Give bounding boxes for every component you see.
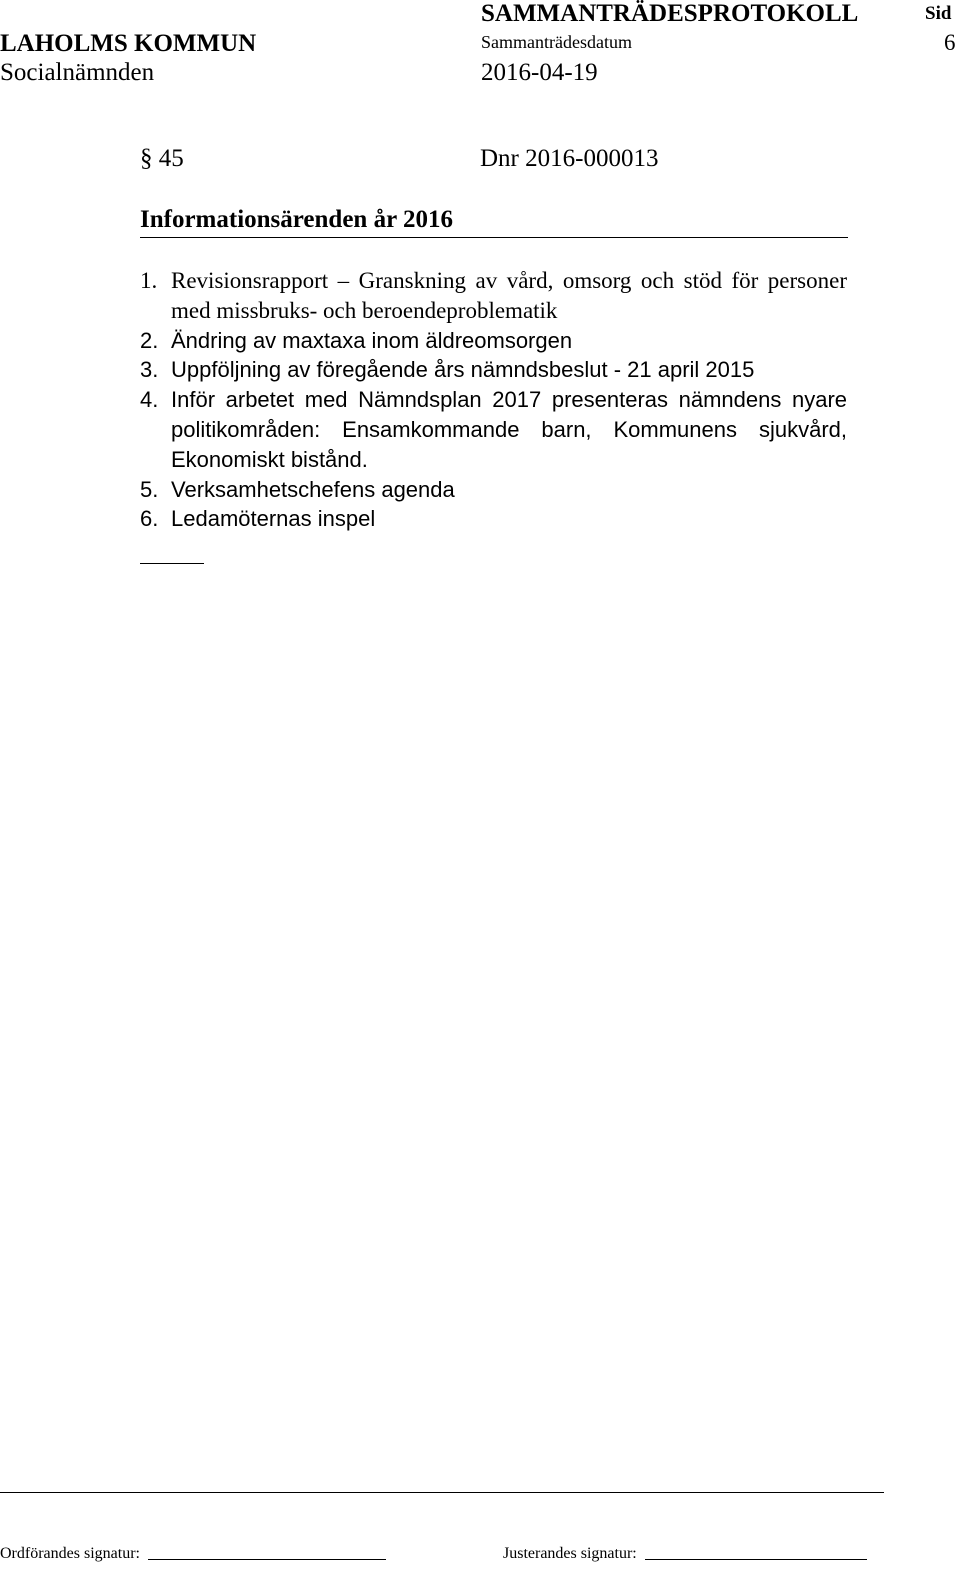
paragraph-number: § 45 <box>140 145 184 172</box>
meeting-date: 2016-04-19 <box>481 59 598 86</box>
meeting-date-label: Sammanträdesdatum <box>481 32 632 52</box>
chair-signature-label: Ordförandes signatur: <box>0 1545 140 1562</box>
list-item-text: Revisionsrapport – Granskning av vård, omsorg och stöd för personer med missbruks- och beroendeproblematik <box>171 268 847 323</box>
list-item <box>140 504 847 534</box>
list-item <box>140 475 847 505</box>
list-item-number: 4. <box>140 387 159 413</box>
list-item <box>140 385 847 474</box>
list-item-text: Inför arbetet med Nämndsplan 2017 presenteras nämndens nyare politikområden: Ensamkommande barn, Kommunens sjukvård, Ekonomiskt bistånd. <box>171 387 847 472</box>
list-item-text: Ledamöternas inspel <box>171 506 376 532</box>
list-item-number: 6. <box>140 506 159 532</box>
organization-name: LAHOLMS KOMMUN <box>0 30 257 57</box>
adjuster-signature-label: Justerandes signatur: <box>503 1545 637 1562</box>
adjuster-signature-line <box>645 1559 867 1560</box>
list-item-number: 3. <box>140 357 159 383</box>
document-title: SAMMANTRÄDESPROTOKOLL <box>481 0 859 27</box>
page-label: Sid <box>925 3 952 24</box>
list-item <box>140 266 847 326</box>
subject-underline <box>140 237 848 238</box>
list-item-text: Ändring av maxtaxa inom äldreomsorgen <box>171 327 573 353</box>
information-list <box>140 266 847 534</box>
list-item-number: 1. <box>140 268 158 293</box>
case-number: Dnr 2016-000013 <box>480 145 659 172</box>
section-end-mark <box>140 563 204 564</box>
list-item <box>140 355 847 385</box>
page-number: 6 <box>944 30 956 55</box>
chair-signature-line <box>148 1559 386 1560</box>
section-subject: Informationsärenden år 2016 <box>140 206 453 233</box>
list-item-number: 5. <box>140 476 159 502</box>
list-item <box>140 326 847 356</box>
footer-divider <box>0 1492 884 1493</box>
committee-name: Socialnämnden <box>0 59 155 86</box>
chair-signature-field <box>0 1545 386 1563</box>
list-item-number: 2. <box>140 327 159 353</box>
list-item-text: Verksamhetschefens agenda <box>171 476 455 502</box>
adjuster-signature-field <box>503 1545 867 1563</box>
list-item-text: Uppföljning av föregående års nämndsbeslut - 21 april 2015 <box>171 357 755 383</box>
